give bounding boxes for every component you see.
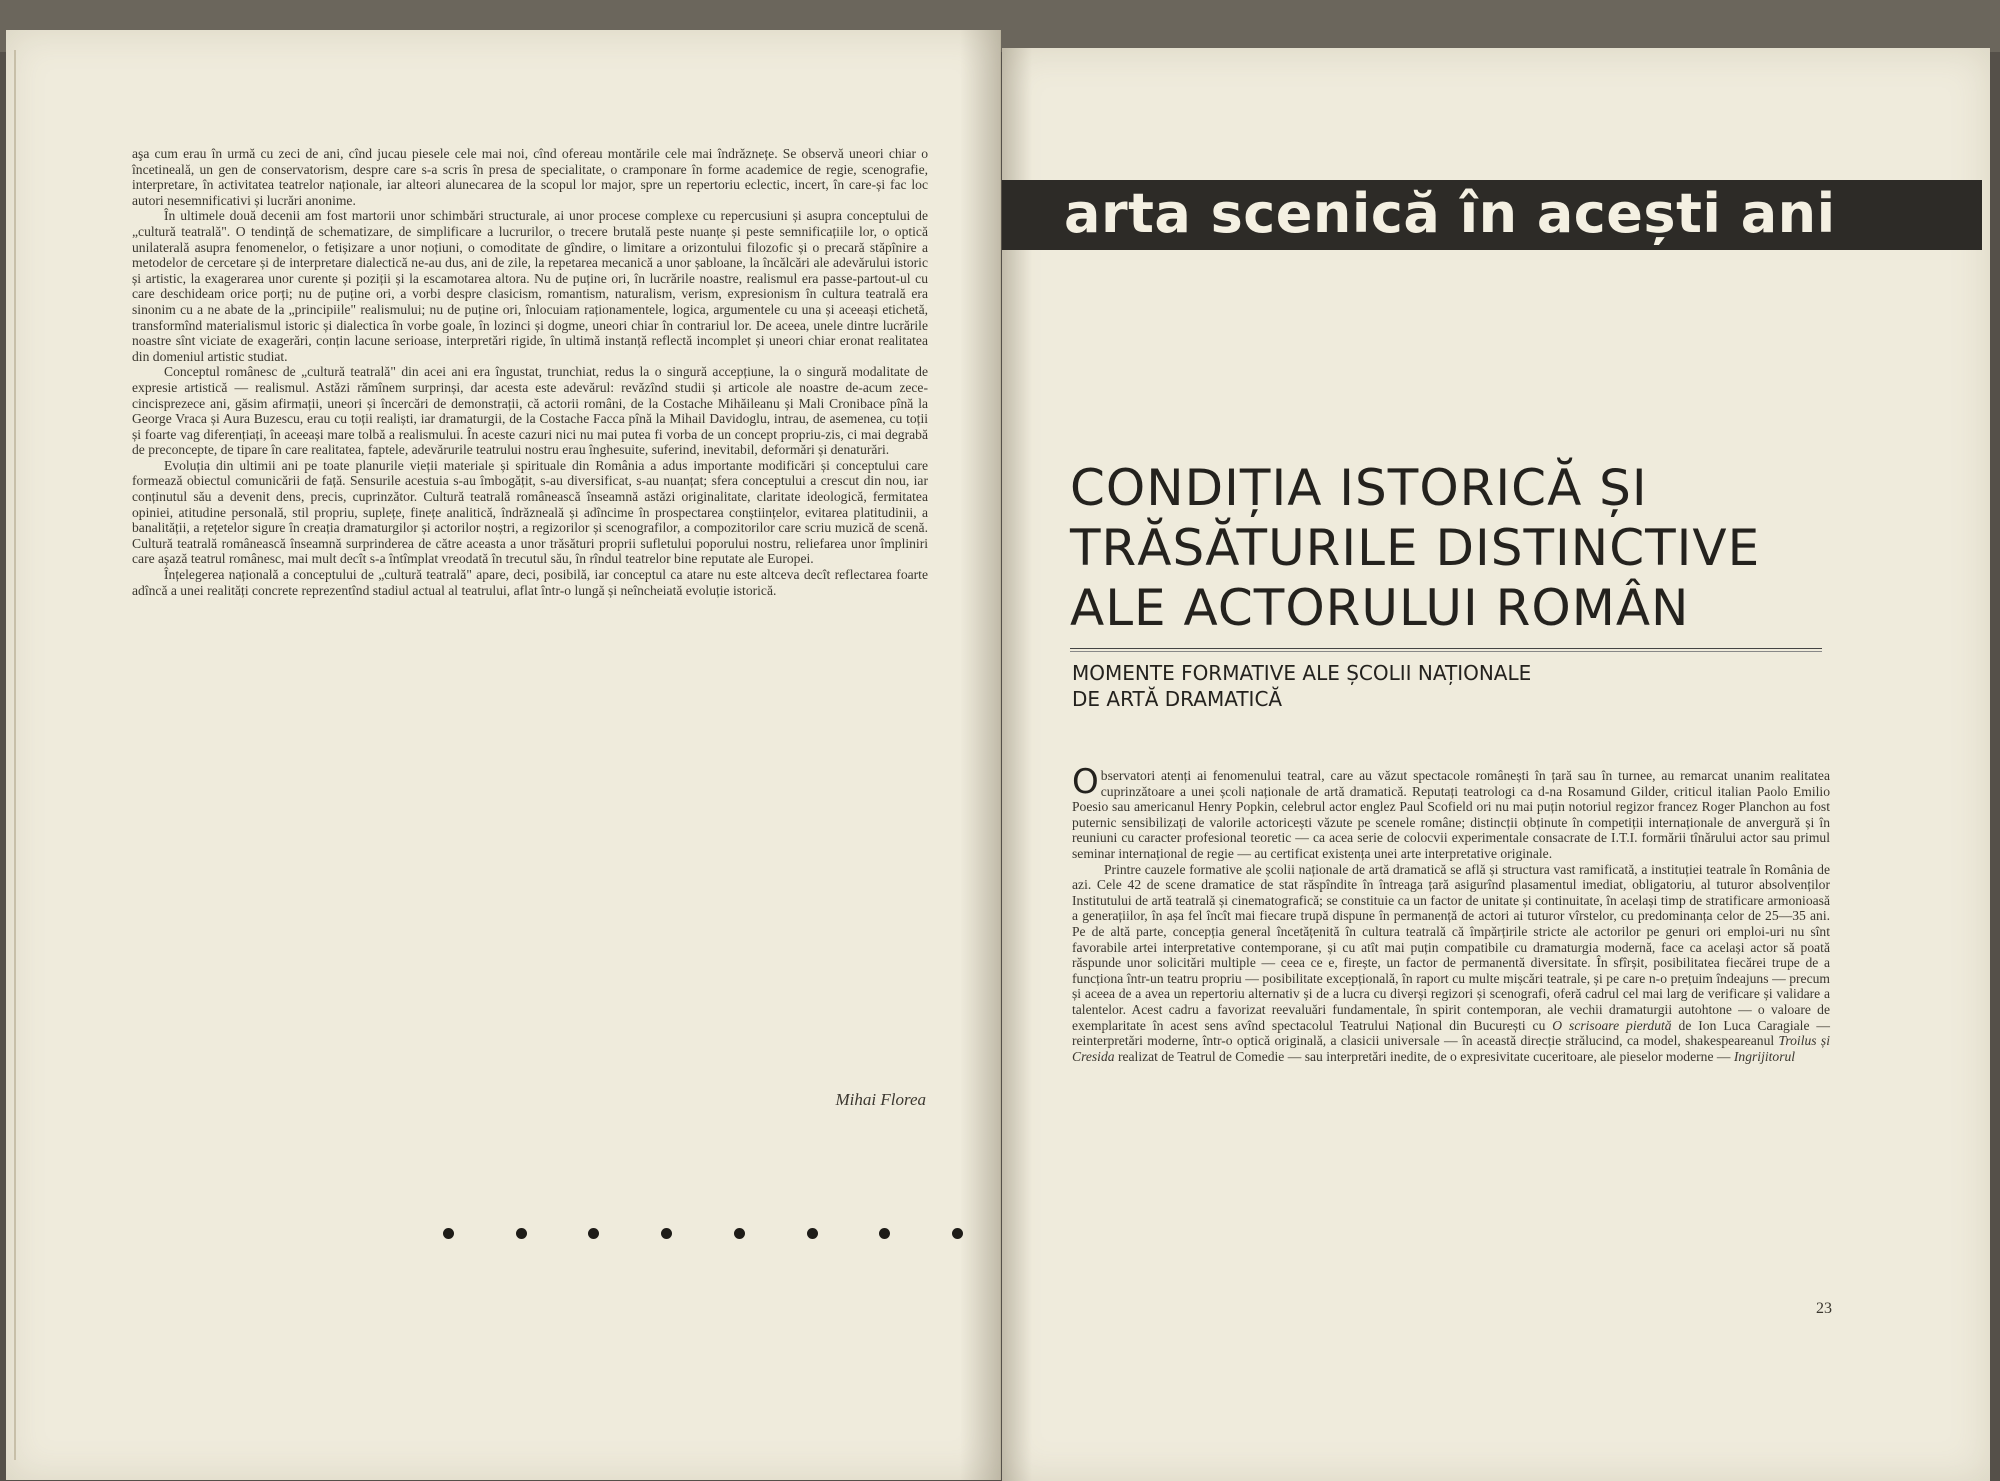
divider-dot [879, 1228, 890, 1239]
gutter-shadow [960, 30, 1000, 1480]
right-page [1002, 48, 1990, 1481]
divider-dot [516, 1228, 527, 1239]
section-banner-title: arta scenică în acești ani [1064, 182, 1836, 245]
paragraph [1072, 762, 1830, 862]
title-rule [1070, 648, 1822, 652]
article-subtitle [1072, 660, 1772, 712]
play-title: O scrisoare pierdută [1552, 1017, 1672, 1033]
paragraph: Conceptul românesc de „cultură teatrală" din acei ani era îngustat, trunchiat, redus la o singură accepțiune, la o singură modalitate de expresie artistică — realismul. Astăzi rămînem surprinși, dar acesta este adevărul: revăzînd studii și articole ale noastre de-acum zece-cincisprezece ani, găsim afirmații, uneori și încercări de demonstrații, că actorii români, de la Costache Mihăileanu și Mali Cronibace pînă la George Vraca și Aura Buzescu, erau cu toții realiști, iar dramaturgii, de la Costache Facca pînă la Mihail Davidoglu, intrau, de asemenea, cu toții și foarte vag diferențiați, în aceeași mare tolbă a realismului. În aceste cazuri nici nu mai putea fi vorba de un concept propriu-zis, ci mai degrabă de preconcepte, de tipare în care realitatea, faptele, adevărurile teatrului nostru erau înghesuite, suferind, inevitabil, deformări și denaturări. [132, 364, 928, 458]
play-title: Ingrijitorul [1733, 1048, 1796, 1064]
divider-dot [443, 1228, 454, 1239]
subtitle-line: DE ARTĂ DRAMATICĂ [1072, 687, 1283, 711]
paragraph-text: realizat de Teatrul de Comedie — sau interpretări inedite, de o expresivitate cuceritoare, ale pieselor moderne — [1117, 1048, 1731, 1064]
subtitle-line: MOMENTE FORMATIVE ALE ȘCOLII NAȚIONALE [1072, 661, 1532, 685]
page-edge [14, 50, 16, 1460]
paragraph [1072, 862, 1830, 1065]
paragraph: În ultimele două decenii am fost martorii unor schimbări structurale, ai unor procese complexe cu repercusiuni și asupra conceptului de „cultură teatrală". O tendință de schematizare, de simplificare a lucrurilor, o trecere brutală peste nuanțe și peste semnificațiile lor, o optică unilaterală asupra fenomenelor, o fetișizare a unor noțiuni, o comoditate de gîndire, o limitare a orizontului filozofic și o precară stăpînire a metodelor de cercetare și de interpretare dialectică ne-au dus, ani de zile, la repetarea mecanică a unor șabloane, la încălcări ale adevărului istoric și artistic, la exagerarea unor curente și poziții și la escamotarea altora. Nu de puține ori, în lucrările noastre, realismul era passe-partout-ul cu care deschideam orice porți; nu de puține ori, a vorbi despre clasicism, romantism, naturalism, verism, expresionism în cultura teatrală era sinonim cu a ne abate de la „principiile" realismului; nu de puține ori, înlocuiam raționamentele, logica, argumentele cu una și aceeași etichetă, transformînd materialismul istoric și dialectica în vorbe goale, în lozinci și dogme, uneori chiar în contrariul lor. De aceea, unele dintre lucrările noastre sînt viciate de exagerări, conțin lacune serioase, interpretări rigide, în ultimă instanță reflectă incomplet și uneori chiar eronat realitatea din domeniul artistic studiat. [132, 208, 928, 364]
title-line: ALE ACTORULUI ROMÂN [1070, 579, 1690, 637]
paragraph-text: bservatori atenți ai fenomenului teatral, care au văzut spectacole românești în țară sau în turnee, au remarcat unanim realitatea cuprinzătoare a unei școli naționale de artă dramatică. Reputați teatrologi ca d-na Rosamund Gilder, criticul italian Paolo Emilio Poesio sau americanul Henry Popkin, celebrul actor englez Paul Scofield ori nu mai puțin notoriul regizor francez Roger Planchon au fost puternic sensibilizați de valorile actoricești văzute pe scenele române; distincții obținute în competiții internaționale de anvergură și în reuniuni cu caracter profesional teoretic — ca acea serie de colocvii experimentale consacrate de I.T.I. formării tînărului actor sau primul seminar internațional de regie — au certificat existența unei arte interpretative originale. [1072, 768, 1830, 861]
divider-dot [807, 1228, 818, 1239]
left-article-body [132, 146, 928, 598]
title-line: CONDIȚIA ISTORICĂ ȘI [1070, 459, 1648, 517]
drop-cap: O [1072, 762, 1099, 802]
gutter-shadow [1002, 48, 1032, 1481]
divider-dot [734, 1228, 745, 1239]
right-article-body [1072, 762, 1830, 1064]
paragraph: Înțelegerea națională a conceptului de „cultură teatrală" apare, deci, posibilă, iar conceptul ca atare nu este altceva decît reflectarea foarte adîncă a unei realități concrete reprezentînd stadiul actual al teatrului, aflat într-o lungă și neîncheiată evoluție istorică. [132, 567, 928, 598]
title-line: TRĂSĂTURILE DISTINCTIVE [1070, 519, 1761, 577]
divider-dot [661, 1228, 672, 1239]
article-title [1070, 458, 1930, 638]
play-title: Troilus și Cresida [1072, 1033, 1830, 1064]
paragraph-text: Printre cauzele formative ale școlii naționale de artă dramatică se află și structura vast ramificată, a instituției teatrale în România de azi. Cele 42 de scene dramatice de stat răspîndite în întreaga țară asigurînd plasamentul imediat, obligatoriu, al tuturor absolvenților Institutului de artă teatrală și cinematografică; se constituie ca un factor de unitate și continuitate, în același timp de stratificare armonioasă a generațiilor, în așa fel încît mai fiecare trupă dispune în permanență de actori ai tuturor vîrstelor, cu predominanța celor de 25—35 ani. Pe de altă parte, concepția general încetățenită în cultura teatrală că împărțirile stricte ale actorilor pe genuri ori emploi-uri nu sînt favorabile artei interpretative contemporane, și cu atît mai puțin compatibile cu dramaturgia modernă, face ca același actor să poată răspunde unor solicitări multiple — ceea ce e, firește, un factor de permanentă diversitate. În sfîrșit, posibilitatea fiecărei trupe de a funcționa într-un teatru propriu — posibilitate excepțională, în raport cu multe mișcări teatrale, și pe care n-o prețuim îndeajuns — precum și aceea de a avea un repertoriu alternativ și de a lucra cu diverși regizori și scenografi, oferă cadrul cel mai larg de verificare și validare a talentelor. Acest cadru a favorizat reevaluări fundamentale, în spirit contemporan, ale vechii dramaturgii autohtone — o valoare de exemplaritate în acest sens avînd spectacolul Teatrului Național din București cu [1072, 861, 1830, 1033]
paragraph-text: de Ion Luca Caragiale — reinterpretări moderne, într-o optică originală, a clasicii universale — în această direcție strălucind, ca model, shakespeareanul [1072, 1017, 1830, 1049]
paragraph: aşa cum erau în urmă cu zeci de ani, cînd jucau piesele cele mai noi, cînd ofereau montările cele mai îndrăznețe. Se observă uneori chiar o încetineală, un gen de conservatorism, despre care s-a scris în presa de specialitate, o cramponare în forme academice de regie, scenografie, interpretare, în activitatea teatrelor naționale, iar alteori alunecarea de la scopul lor major, spre un repertoriu eclectic, incert, în care-și fac loc autori nesemnificativi și lucrări anonime. [132, 146, 928, 208]
left-page [6, 30, 1001, 1480]
page-number: 23 [1816, 1300, 1832, 1317]
author-signature: Mihai Florea [835, 1090, 926, 1109]
paragraph: Evoluția din ultimii ani pe toate planurile vieții materiale și spirituale din România a adus importante modificări și conceptului care formează obiectul comunicării de față. Sensurile acestuia s-au îmbogățit, s-au diversificat, s-au nuanțat; sfera conceptului a crescut din nou, iar conținutul său a devenit dens, precis, cuprinzător. Cultură teatrală românească înseamnă astăzi originalitate, claritate ideologică, fermitatea opiniei, atitudine personală, stil propriu, suplețe, finețe analitică, îndrăzneală și adîncime în prospectarea conștiințelor, evitarea platitudinii, a banalității, a rețetelor sigure în creația dramaturgilor și actorilor noștri, a regizorilor și scenografilor, a compozitorilor care scriu muzică de scenă. Cultură teatrală românească înseamnă surprinderea de către aceasta a unor trăsături proprii sufletului poporului nostru, reliefarea unor împliniri care așază teatrul românesc, mai mult decît s-a întîmplat vreodată în trecutul său, în rîndul teatrelor bine reputate ale Europei. [132, 457, 928, 567]
section-divider-dots [443, 1228, 963, 1239]
divider-dot [588, 1228, 599, 1239]
